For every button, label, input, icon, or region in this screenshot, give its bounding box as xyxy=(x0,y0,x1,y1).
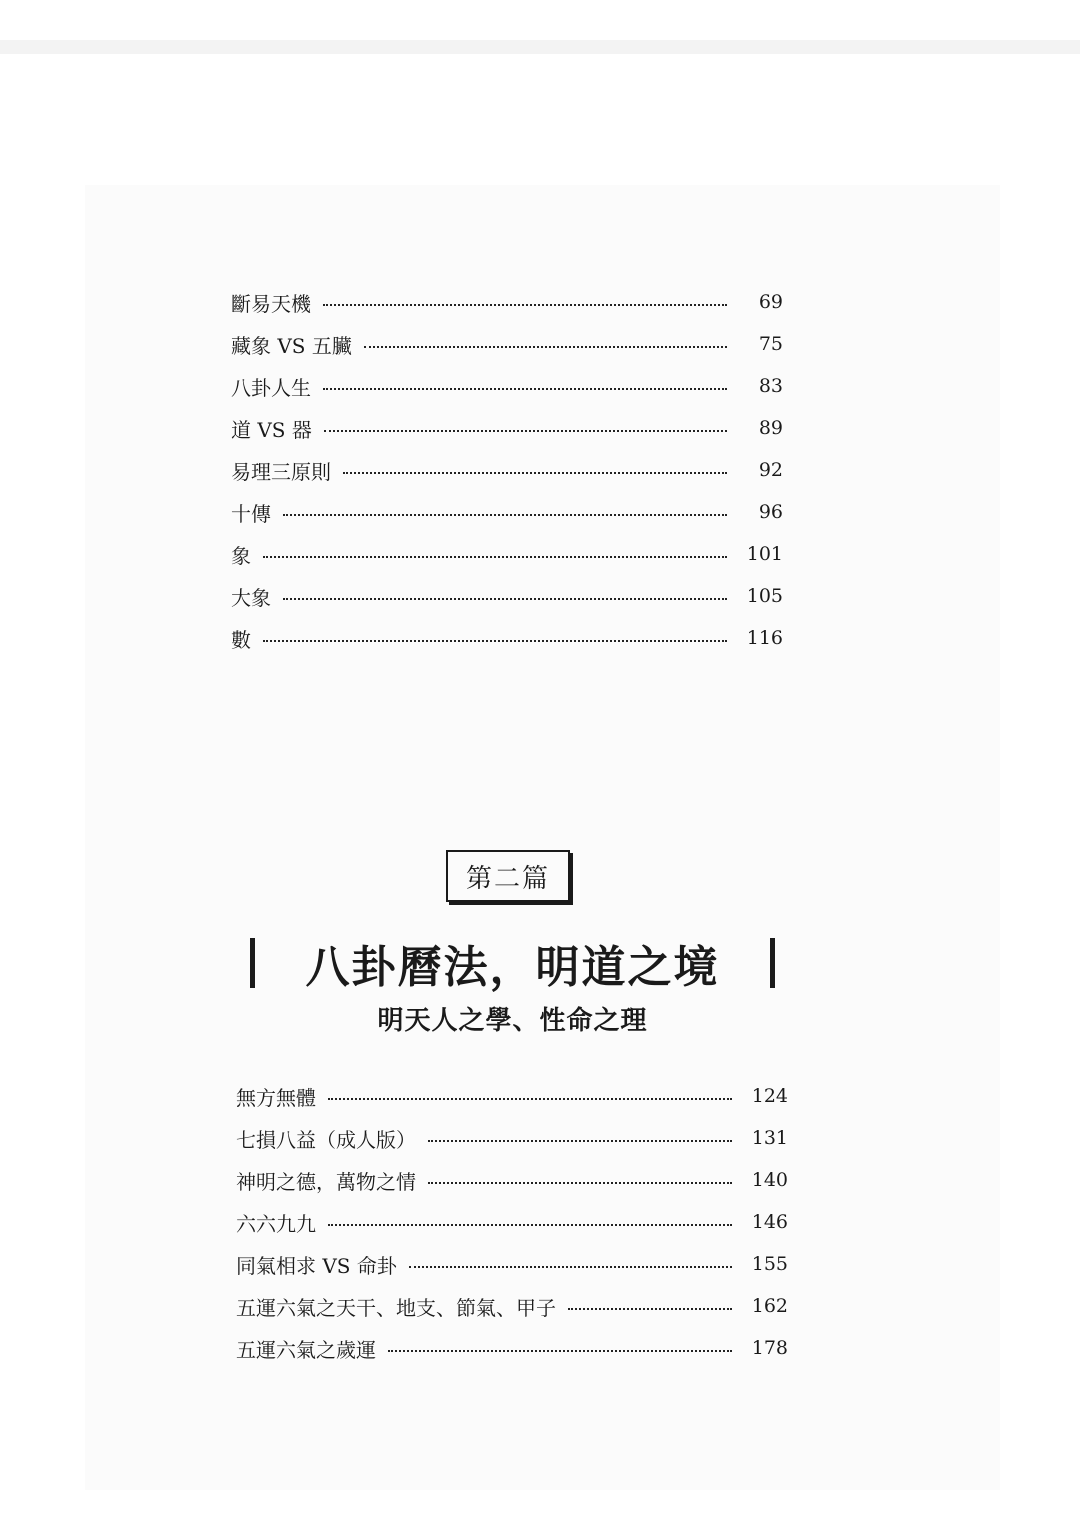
toc-entry-title: 象 xyxy=(231,543,251,568)
toc-entry-title: 藏象 VS 五臟 xyxy=(231,333,352,358)
toc-entry-title: 易理三原則 xyxy=(231,459,331,484)
toc-entry-page: 89 xyxy=(758,417,783,439)
toc-entry-title: 道 VS 器 xyxy=(231,417,312,442)
toc-entry-title: 無方無體 xyxy=(236,1085,316,1110)
part-label-box xyxy=(446,850,570,902)
toc-entry-title: 大象 xyxy=(231,585,271,610)
toc-entry-title: 六六九九 xyxy=(236,1211,316,1236)
toc-dot-leader xyxy=(323,388,727,390)
toc-entry-title: 斷易天機 xyxy=(231,291,311,316)
toc-dot-leader xyxy=(283,514,727,516)
toc-entry[interactable] xyxy=(236,1117,788,1159)
toc-dot-leader xyxy=(283,598,727,600)
toc-entry-page: 162 xyxy=(751,1295,788,1317)
toc-dot-leader xyxy=(263,640,727,642)
toc-entry[interactable] xyxy=(236,1243,788,1285)
toc-entry-page: 155 xyxy=(751,1253,788,1275)
toc-dot-leader xyxy=(388,1350,732,1352)
toc-entry-page: 178 xyxy=(751,1337,788,1359)
toc-part-2 xyxy=(236,1075,788,1369)
toc-dot-leader xyxy=(428,1140,732,1142)
toc-part-1 xyxy=(231,281,783,659)
toc-entry-page: 96 xyxy=(758,501,783,523)
toc-entry[interactable] xyxy=(231,323,783,365)
toc-entry[interactable] xyxy=(236,1327,788,1369)
toc-entry-title: 十傳 xyxy=(231,501,271,526)
toc-entry[interactable] xyxy=(231,491,783,533)
toc-entry[interactable] xyxy=(236,1075,788,1117)
top-band xyxy=(0,40,1080,54)
part-title-row xyxy=(250,932,775,994)
toc-dot-leader xyxy=(328,1098,732,1100)
toc-entry-page: 69 xyxy=(758,291,783,313)
part-label: 第二篇 xyxy=(465,863,550,894)
toc-entry-title: 五運六氣之歲運 xyxy=(236,1337,376,1362)
toc-dot-leader xyxy=(409,1266,732,1268)
toc-entry-page: 75 xyxy=(758,333,783,355)
toc-entry-page: 83 xyxy=(758,375,783,397)
toc-entry[interactable] xyxy=(231,365,783,407)
part-title: 八卦曆法，明道之境 xyxy=(305,942,720,993)
toc-entry-title: 七損八益（成人版） xyxy=(236,1127,416,1152)
toc-dot-leader xyxy=(568,1308,732,1310)
toc-entry-title: 神明之德，萬物之情 xyxy=(236,1169,416,1194)
toc-entry-page: 146 xyxy=(751,1211,788,1233)
toc-entry[interactable] xyxy=(231,575,783,617)
toc-entry-page: 101 xyxy=(746,543,783,565)
title-bar-right xyxy=(770,938,775,988)
toc-dot-leader xyxy=(343,472,727,474)
toc-entry-page: 131 xyxy=(751,1127,788,1149)
toc-entry[interactable] xyxy=(231,617,783,659)
toc-entry[interactable] xyxy=(236,1159,788,1201)
toc-entry[interactable] xyxy=(231,449,783,491)
toc-dot-leader xyxy=(328,1224,732,1226)
toc-entry-page: 92 xyxy=(758,459,783,481)
toc-entry-page: 105 xyxy=(746,585,783,607)
toc-entry[interactable] xyxy=(231,281,783,323)
toc-dot-leader xyxy=(323,304,727,306)
toc-dot-leader xyxy=(324,430,727,432)
toc-entry-title: 數 xyxy=(231,627,251,652)
toc-dot-leader xyxy=(263,556,727,558)
toc-entry[interactable] xyxy=(236,1201,788,1243)
toc-entry-page: 116 xyxy=(746,627,783,649)
part-subtitle: 明天人之學、性命之理 xyxy=(377,1006,648,1036)
toc-entry[interactable] xyxy=(236,1285,788,1327)
toc-dot-leader xyxy=(428,1182,732,1184)
toc-entry-page: 140 xyxy=(751,1169,788,1191)
toc-entry-page: 124 xyxy=(751,1085,788,1107)
toc-entry-title: 同氣相求 VS 命卦 xyxy=(236,1253,397,1278)
toc-dot-leader xyxy=(364,346,727,348)
toc-entry-title: 五運六氣之天干、地支、節氣、甲子 xyxy=(236,1295,556,1320)
toc-entry[interactable] xyxy=(231,407,783,449)
toc-entry-title: 八卦人生 xyxy=(231,375,311,400)
toc-entry[interactable] xyxy=(231,533,783,575)
